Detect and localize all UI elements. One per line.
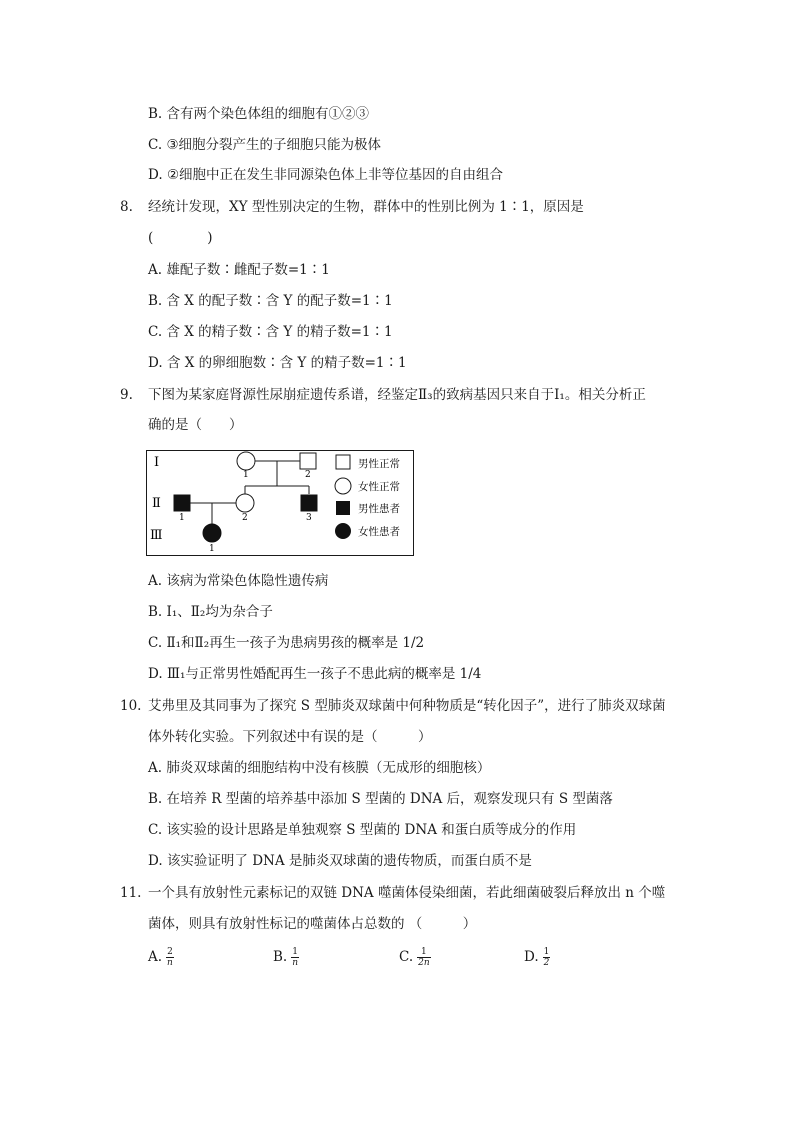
svg-text:1: 1	[209, 544, 215, 554]
q10-option-a: A. 肺炎双球菌的细胞结构中没有核膜（无成形的细胞核）	[148, 760, 491, 776]
q10-stem-line2: 体外转化实验。下列叙述中有误的是（ ）	[148, 729, 432, 745]
svg-text:2: 2	[305, 470, 311, 480]
q8-number: 8.	[120, 199, 133, 215]
pedigree-ii1-male-affected	[174, 495, 190, 511]
legend-male-normal-icon	[336, 455, 350, 469]
q7-option-c: C. ③细胞分裂产生的子细胞只能为极体	[148, 137, 382, 153]
svg-text:1: 1	[179, 513, 185, 523]
q10-option-c: C. 该实验的设计思路是单独观察 S 型菌的 DNA 和蛋白质等成分的作用	[148, 822, 577, 838]
pedigree-diagram	[146, 450, 414, 556]
q7-option-d: D. ②细胞中正在发生非同源染色体上非等位基因的自由组合	[148, 167, 504, 183]
svg-text:3: 3	[306, 513, 312, 523]
pedigree-i1-female-normal	[237, 452, 255, 470]
q9-number: 9.	[120, 387, 133, 403]
svg-text:2: 2	[242, 513, 248, 523]
q8-blank: ( )	[148, 230, 213, 246]
q11-stem-line1: 一个具有放射性元素标记的双链 DNA 噬菌体侵染细菌，若此细菌破裂后释放出 n 个噬	[148, 885, 666, 901]
legend-male-affected-icon	[336, 501, 350, 515]
q9-option-b: B. Ⅰ₁、Ⅱ₂均为杂合子	[148, 604, 273, 620]
q11-stem-line2: 菌体，则具有放射性标记的噬菌体占总数的 （ ）	[148, 916, 477, 932]
q10-option-b: B. 在培养 R 型菌的培养基中添加 S 型菌的 DNA 后，观察发现只有 S 型菌落	[148, 791, 613, 807]
legend-male-normal: 男性正常	[358, 458, 400, 470]
q11-number: 11.	[120, 885, 142, 901]
pedigree-ii2-female-normal	[236, 494, 254, 512]
q8-option-c: C. 含 X 的精子数∶含 Y 的精子数=1∶1	[148, 324, 393, 340]
q9-option-d: D. Ⅲ₁与正常男性婚配再生一孩子不患此病的概率是 1/4	[148, 666, 482, 682]
pedigree-i2-male-normal	[300, 453, 316, 469]
q10-option-d: D. 该实验证明了 DNA 是肺炎双球菌的遗传物质，而蛋白质不是	[148, 853, 532, 869]
q9-stem-line1: 下图为某家庭肾源性尿崩症遗传系谱，经鉴定Ⅱ₃的致病基因只来自于Ⅰ₁。相关分析正	[148, 387, 646, 403]
q7-option-b: B. 含有两个染色体组的细胞有①②③	[148, 106, 370, 122]
legend-female-affected: 女性患者	[358, 526, 400, 538]
generation-label-3: Ⅲ	[150, 528, 163, 543]
pedigree-iii1-female-affected	[203, 524, 221, 542]
q10-number: 10.	[120, 698, 142, 714]
pedigree-ii3-male-affected	[301, 495, 317, 511]
q10-stem-line1: 艾弗里及其同事为了探究 S 型肺炎双球菌中何种物质是“转化因子”，进行了肺炎双球菌	[148, 698, 666, 714]
q8-option-d: D. 含 X 的卵细胞数∶含 Y 的精子数=1∶1	[148, 355, 407, 371]
legend-male-affected: 男性患者	[358, 503, 400, 515]
q11-option-d: D. $\frac{1}{2}$	[524, 947, 550, 968]
q8-stem: 经统计发现，XY 型性别决定的生物，群体中的性别比例为 1∶1，原因是	[148, 199, 584, 215]
q8-option-b: B. 含 X 的配子数∶含 Y 的配子数=1∶1	[148, 293, 393, 309]
q9-option-a: A. 该病为常染色体隐性遗传病	[148, 573, 329, 589]
q9-option-c: C. Ⅱ₁和Ⅱ₂再生一孩子为患病男孩的概率是 1/2	[148, 635, 425, 651]
legend-female-affected-icon	[335, 523, 351, 539]
svg-text:1: 1	[243, 470, 249, 480]
legend-female-normal-icon	[335, 478, 351, 494]
q11-option-b: B. $\frac{1}{n}$	[273, 947, 299, 968]
generation-label-2: Ⅱ	[152, 496, 161, 511]
q11-option-c: C. $\frac{1}{2n}$	[399, 947, 430, 968]
q8-option-a: A. 雄配子数∶雌配子数=1∶1	[148, 262, 330, 278]
generation-label-1: Ⅰ	[154, 455, 160, 470]
q11-option-a: A. $\frac{2}{n}$	[148, 947, 173, 968]
legend-female-normal: 女性正常	[358, 481, 400, 493]
q9-stem-line2: 确的是（ ）	[148, 417, 243, 433]
